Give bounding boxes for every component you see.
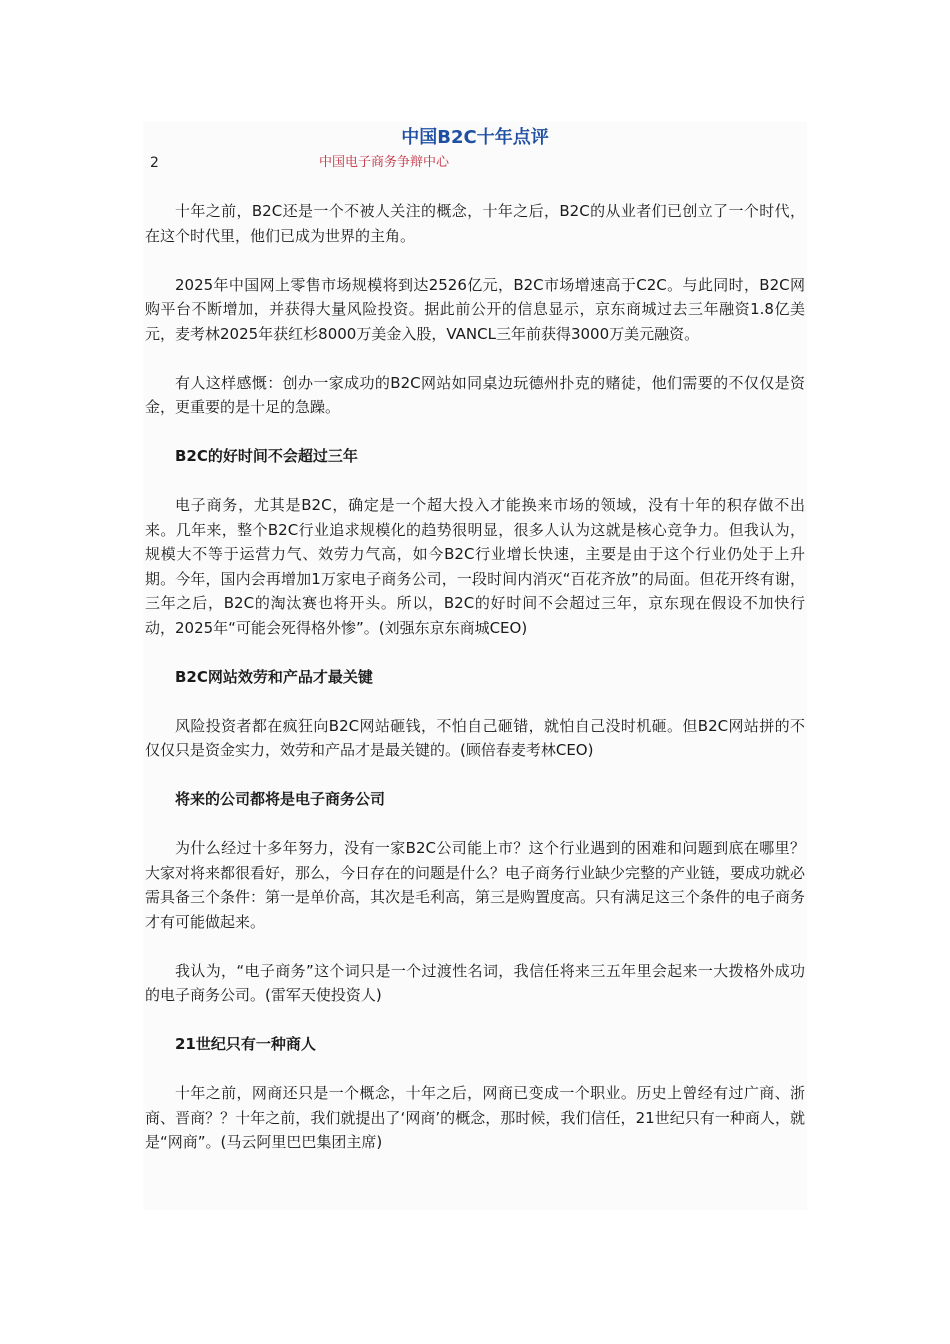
section-heading: 将来的公司都将是电子商务公司	[175, 790, 386, 808]
section-heading: B2C网站效劳和产品才最关键	[175, 667, 373, 686]
paragraph: 风险投资者都在疯狂向B2C网站砸钱，不怕自己砸错，就怕自己没时机砸。但B2C网站拼的不仅仅只是资金实力，效劳和产品才是最关键的。(顾倍春麦考林CEO)	[145, 716, 805, 759]
section-heading: 21世纪只有一种商人	[175, 1035, 316, 1053]
article-body	[145, 199, 805, 1155]
paragraph: 电子商务，尤其是B2C，确定是一个超大投入才能换来市场的领域，没有十年的积存做不出来。几年来，整个B2C行业追求规模化的趋势很明显，很多人认为这就是核心竞争力。但我认为，规模大不等于运营力气、效劳力气高，如今B2C行业增长快速，主要是由于这个行业仍处于上升期。今年，国内会再增加1万家电子商务公司，一段时间内消灭“百花齐放”的局面。但花开终有谢，三年之后，B2C的淘汰赛也将开头。所以，B2C的好时间不会超过三年，京东现在假设不加快行动，2025年“可能会死得格外惨”。(刘强东京东商城CEO)	[145, 496, 805, 637]
page-number: 2	[150, 155, 159, 171]
paragraph: 有人这样感慨：创办一家成功的B2C网站如同桌边玩德州扑克的赌徒，他们需要的不仅仅是资金，更重要的是十足的急躁。	[145, 373, 805, 416]
paragraph: 十年之前，网商还只是一个概念，十年之后，网商已变成一个职业。历史上曾经有过广商、浙商、晋商？？十年之前，我们就提出了‘网商’的概念，那时候，我们信任，21世纪只有一种商人，就是“网商”。(马云阿里巴巴集团主席)	[145, 1084, 805, 1151]
document-title: 中国B2C十年点评	[401, 127, 549, 148]
paragraph: 十年之前，B2C还是一个不被人关注的概念，十年之后，B2C的从业者们已创立了一个时代，在这个时代里，他们已成为世界的主角。	[145, 202, 805, 245]
section-heading: B2C的好时间不会超过三年	[175, 447, 358, 465]
paragraph: 我认为，“电子商务”这个词只是一个过渡性名词，我信任将来三五年里会起来一大拨格外成功的电子商务公司。(雷军天使投资人)	[145, 961, 805, 1004]
document-page	[143, 122, 807, 1210]
paragraph: 2025年中国网上零售市场规模将到达2526亿元，B2C市场增速高于C2C。与此同时，B2C网购平台不断增加，并获得大量风险投资。据此前公开的信息显示，京东商城过去三年融资1.8亿美元，麦考林2025年获红杉8000万美金入股，VANCL三年前获得3000万美元融资。	[145, 275, 805, 343]
document-source: 中国电子商务争辩中心	[319, 155, 450, 170]
paragraph: 为什么经过十多年努力，没有一家B2C公司能上市？这个行业遇到的困难和问题到底在哪里？大家对将来都很看好，那么，今日存在的问题是什么？电子商务行业缺少完整的产业链，要成功就必需具备三个条件：第一是单价高，其次是毛利高，第三是购置度高。只有满足这三个条件的电子商务才有可能做起来。	[145, 839, 806, 931]
document-header-row	[145, 152, 805, 174]
